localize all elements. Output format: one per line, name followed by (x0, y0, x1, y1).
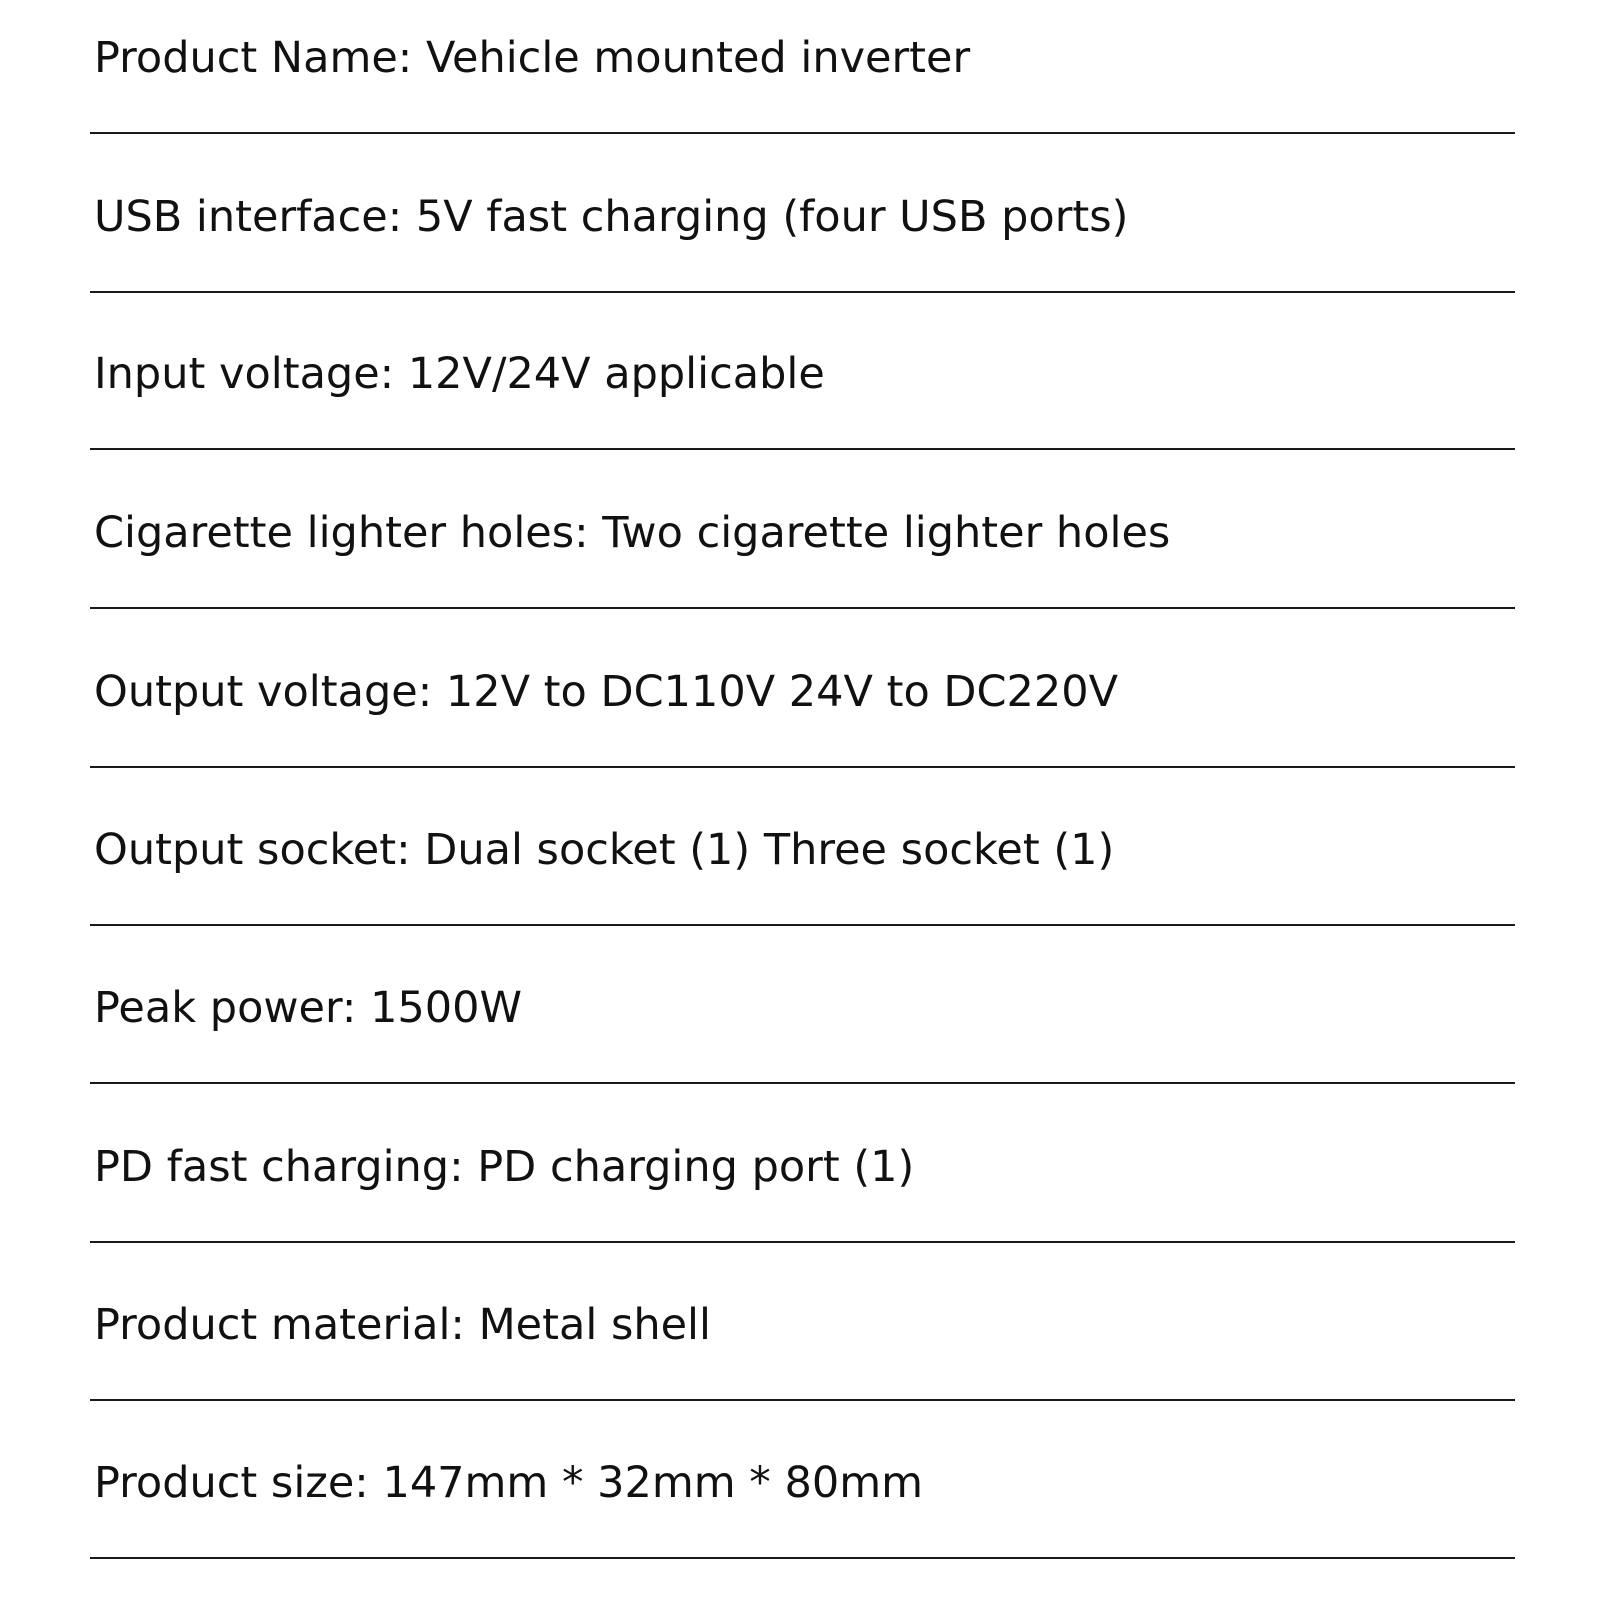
spec-row-product-material (0, 1267, 1600, 1427)
spec-text: Product Name: Vehicle mounted inverter (94, 33, 971, 83)
divider (90, 448, 1515, 450)
spec-text: PD fast charging: PD charging port (1) (94, 1142, 915, 1192)
divider (90, 924, 1515, 926)
spec-text: Cigarette lighter holes: Two cigarette lighter holes (94, 508, 1171, 558)
spec-text: Input voltage: 12V/24V applicable (94, 349, 825, 399)
spec-row-product-size (0, 1425, 1600, 1585)
spec-text: Peak power: 1500W (94, 983, 523, 1033)
divider (90, 291, 1515, 293)
spec-text: Product size: 147mm * 32mm * 80mm (94, 1458, 923, 1508)
divider (90, 607, 1515, 609)
spec-row-output-socket (0, 792, 1600, 952)
spec-row-input-voltage (0, 316, 1600, 476)
spec-row-usb-interface (0, 159, 1600, 319)
divider (90, 766, 1515, 768)
divider (90, 1399, 1515, 1401)
spec-text: USB interface: 5V fast charging (four USB ports) (94, 192, 1129, 242)
spec-row-product-name (0, 0, 1600, 160)
spec-row-output-voltage (0, 634, 1600, 794)
spec-row-cigarette-lighter-holes (0, 475, 1600, 635)
divider (90, 1082, 1515, 1084)
spec-row-pd-fast-charging (0, 1109, 1600, 1269)
divider (90, 132, 1515, 134)
spec-text: Product material: Metal shell (94, 1300, 711, 1350)
spec-row-peak-power (0, 950, 1600, 1110)
spec-text: Output socket: Dual socket (1) Three socket (1) (94, 825, 1115, 875)
divider (90, 1241, 1515, 1243)
divider (90, 1557, 1515, 1559)
spec-text: Output voltage: 12V to DC110V 24V to DC220V (94, 667, 1119, 717)
